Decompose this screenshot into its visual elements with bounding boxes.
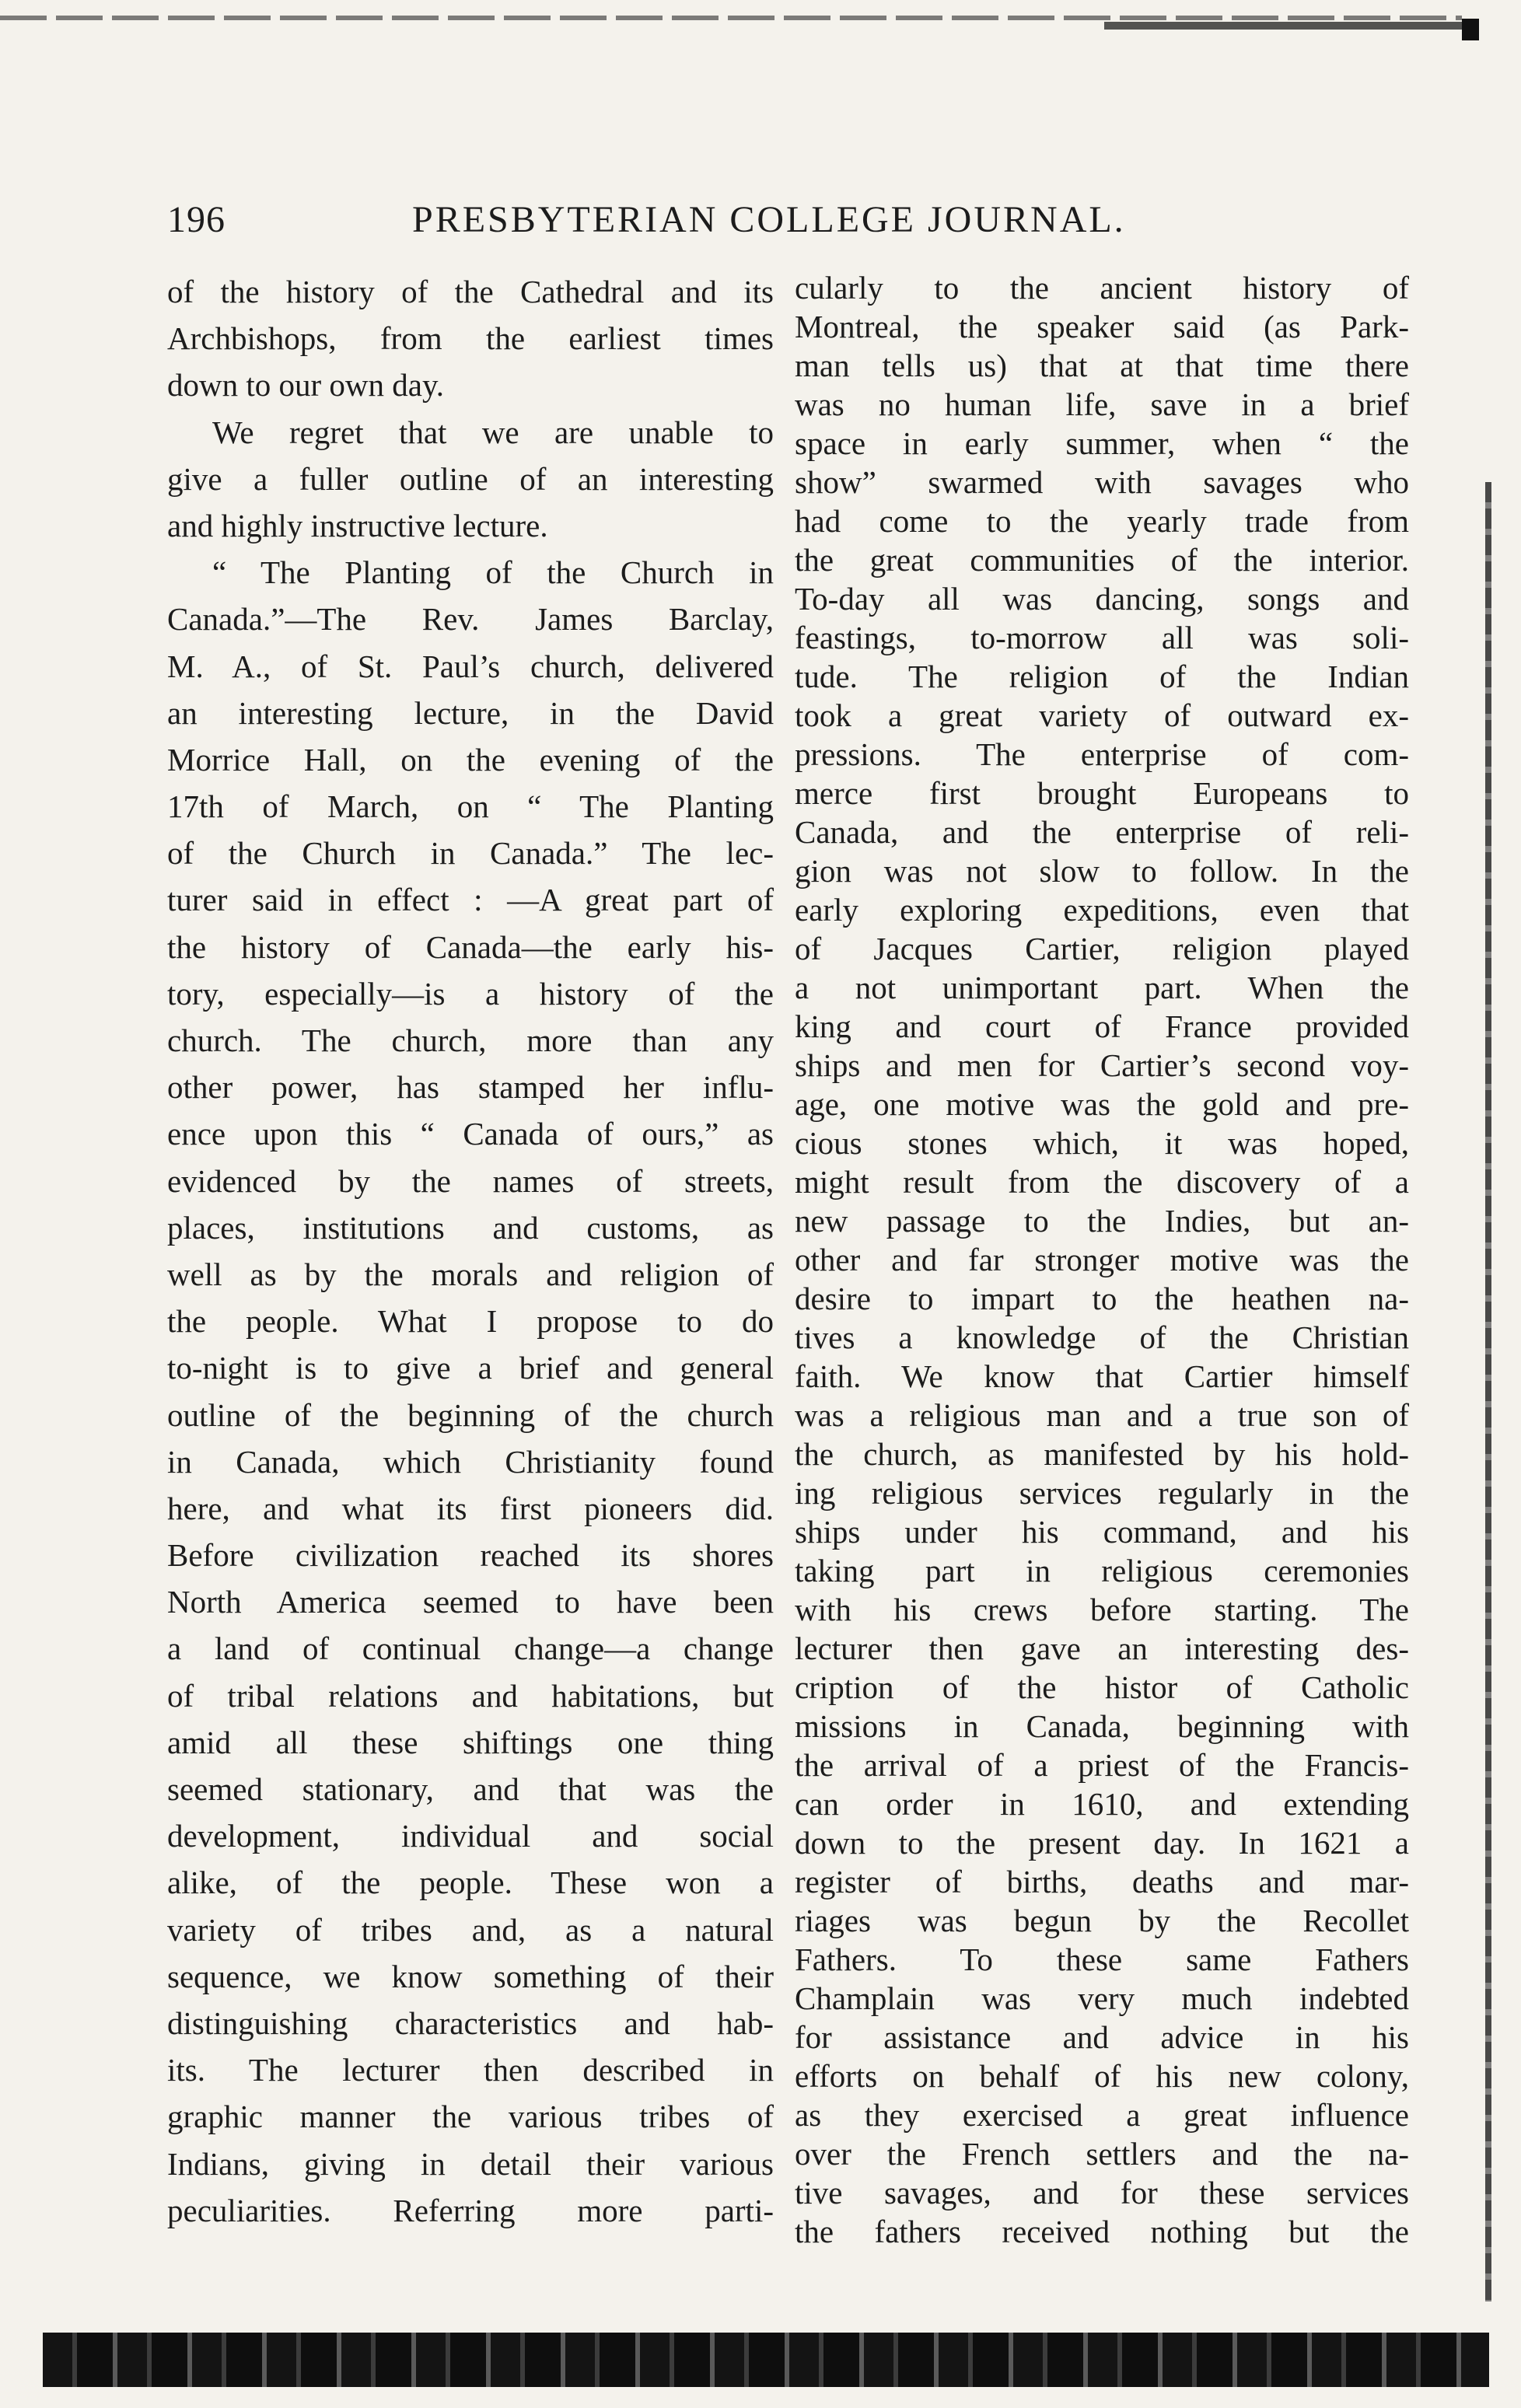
text-line: missions in Canada, beginning with <box>795 1708 1409 1744</box>
text-line: the great communities of the interior. <box>795 542 1409 578</box>
text-line: for assistance and advice in his <box>795 2019 1409 2055</box>
text-line: desire to impart to the heathen na- <box>795 1281 1409 1316</box>
text-line: distinguishing characteristics and hab- <box>167 2004 774 2041</box>
text-line: king and court of France provided <box>795 1008 1409 1044</box>
text-line: in Canada, which Christianity found <box>167 1443 774 1480</box>
text-line: ence upon this “ Canada of ours,” as <box>167 1116 774 1152</box>
text-line: and highly instructive lecture. <box>167 507 548 543</box>
right-scan-edge <box>1485 482 1491 2301</box>
text-line: show” swarmed with savages who <box>795 464 1409 500</box>
text-line: cious stones which, it was hoped, <box>795 1125 1409 1161</box>
text-line: of tribal relations and habitations, but <box>167 1677 774 1714</box>
text-line: took a great variety of outward ex- <box>795 697 1409 733</box>
text-line: merce first brought Europeans to <box>795 775 1409 811</box>
text-line: its. The lecturer then described in <box>167 2052 774 2088</box>
text-line: places, institutions and customs, as <box>167 1209 774 1246</box>
text-line: other and far stronger motive was the <box>795 1242 1409 1277</box>
text-line: variety of tribes and, as a natural <box>167 1911 774 1948</box>
text-line: age, one motive was the gold and pre- <box>795 1086 1409 1122</box>
text-line: “ The Planting of the Church in <box>212 554 774 591</box>
text-line: sequence, we know something of their <box>167 1958 774 1994</box>
running-head: PRESBYTERIAN COLLEGE JOURNAL. <box>412 199 1126 240</box>
text-line: well as by the morals and religion of <box>167 1256 774 1292</box>
top-scan-rule <box>0 16 1462 20</box>
text-line: Archbishops, from the earliest times <box>167 320 774 357</box>
text-line: of the Church in Canada.” The lec- <box>167 835 774 872</box>
text-line: cularly to the ancient history of <box>795 270 1409 306</box>
text-line: ing religious services regularly in the <box>795 1475 1409 1511</box>
text-line: riages was begun by the Recollet <box>795 1903 1409 1938</box>
text-line: a not unimportant part. When the <box>795 970 1409 1005</box>
text-line: Indians, giving in detail their various <box>167 2145 774 2182</box>
text-line: Fathers. To these same Fathers <box>795 1941 1409 1977</box>
text-line: the arrival of a priest of the Francis- <box>795 1747 1409 1783</box>
text-line: lecturer then gave an interesting des- <box>795 1630 1409 1666</box>
text-line: pressions. The enterprise of com- <box>795 736 1409 772</box>
text-line: early exploring expeditions, even that <box>795 892 1409 928</box>
text-line: can order in 1610, and extending <box>795 1786 1409 1822</box>
text-line: was no human life, save in a brief <box>795 386 1409 422</box>
text-line: Canada.”—The Rev. James Barclay, <box>167 601 774 638</box>
text-line: with his crews before starting. The <box>795 1592 1409 1627</box>
text-line: give a fuller outline of an interesting <box>167 460 774 497</box>
text-line: space in early summer, when “ the <box>795 425 1409 461</box>
bottom-scan-band <box>43 2333 1489 2387</box>
text-line: the history of Canada—the early his- <box>167 928 774 965</box>
text-line: an interesting lecture, in the David <box>167 694 774 731</box>
text-line: turer said in effect : —A great part of <box>167 882 774 918</box>
text-line: cription of the histor of Catholic <box>795 1669 1409 1705</box>
page-number: 196 <box>167 199 226 240</box>
text-line: gion was not slow to follow. In the <box>795 853 1409 889</box>
text-line: Montreal, the speaker said (as Park- <box>795 309 1409 344</box>
text-line: tude. The religion of the Indian <box>795 659 1409 694</box>
text-line: Champlain was very much indebted <box>795 1980 1409 2016</box>
text-line: efforts on behalf of his new colony, <box>795 2058 1409 2094</box>
text-line: tive savages, and for these services <box>795 2175 1409 2211</box>
text-line: ships under his command, and his <box>795 1514 1409 1550</box>
text-line: 17th of March, on “ The Planting <box>167 788 774 825</box>
text-line: the fathers received nothing but the <box>795 2214 1409 2249</box>
text-line: tives a knowledge of the Christian <box>795 1319 1409 1355</box>
text-line: over the French settlers and the na- <box>795 2136 1409 2172</box>
text-line: was a religious man and a true son of <box>795 1397 1409 1433</box>
top-scan-mark <box>1462 19 1479 40</box>
text-line: seemed stationary, and that was the <box>167 1771 774 1807</box>
text-line: the church, as manifested by his hold- <box>795 1436 1409 1472</box>
text-line: graphic manner the various tribes of <box>167 2099 774 2135</box>
left-column <box>167 268 774 2234</box>
text-line: To-day all was dancing, songs and <box>795 581 1409 617</box>
text-line: evidenced by the names of streets, <box>167 1162 774 1199</box>
text-line: We regret that we are unable to <box>212 414 774 450</box>
text-line: development, individual and social <box>167 1818 774 1854</box>
text-line: down to the present day. In 1621 a <box>795 1825 1409 1861</box>
text-line: Canada, and the enterprise of reli- <box>795 814 1409 850</box>
text-line: had come to the yearly trade from <box>795 503 1409 539</box>
text-line: man tells us) that at that time there <box>795 348 1409 383</box>
text-line: Before civilization reached its shores <box>167 1537 774 1574</box>
text-line: M. A., of St. Paul’s church, delivered <box>167 648 774 684</box>
text-line: the people. What I propose to do <box>167 1303 774 1340</box>
top-scan-rule-heavy <box>1104 22 1470 30</box>
text-line: new passage to the Indies, but an- <box>795 1203 1409 1239</box>
text-line: as they exercised a great influence <box>795 2097 1409 2133</box>
text-line: of the history of the Cathedral and its <box>167 274 774 309</box>
text-line: to-night is to give a brief and general <box>167 1350 774 1386</box>
text-line: feastings, to-morrow all was soli- <box>795 620 1409 655</box>
text-line: faith. We know that Cartier himself <box>795 1358 1409 1394</box>
text-line: taking part in religious ceremonies <box>795 1553 1409 1588</box>
text-line: might result from the discovery of a <box>795 1164 1409 1200</box>
text-line: ships and men for Cartier’s second voy- <box>795 1047 1409 1083</box>
text-line: peculiarities. Referring more parti- <box>167 2192 774 2228</box>
right-column <box>795 268 1409 2251</box>
text-line: North America seemed to have been <box>167 1584 774 1620</box>
text-line: other power, has stamped her influ- <box>167 1069 774 1106</box>
page-header <box>167 198 1170 253</box>
text-line: Morrice Hall, on the evening of the <box>167 741 774 778</box>
text-line: register of births, deaths and mar- <box>795 1864 1409 1899</box>
text-line: here, and what its first pioneers did. <box>167 1490 774 1526</box>
text-line: of Jacques Cartier, religion played <box>795 931 1409 966</box>
text-line: church. The church, more than any <box>167 1022 774 1058</box>
text-line: tory, especially—is a history of the <box>167 975 774 1012</box>
text-line: down to our own day. <box>167 367 445 404</box>
text-line: outline of the beginning of the church <box>167 1396 774 1433</box>
text-line: amid all these shiftings one thing <box>167 1724 774 1760</box>
text-line: a land of continual change—a change <box>167 1630 774 1667</box>
text-line: alike, of the people. These won a <box>167 1865 774 1901</box>
